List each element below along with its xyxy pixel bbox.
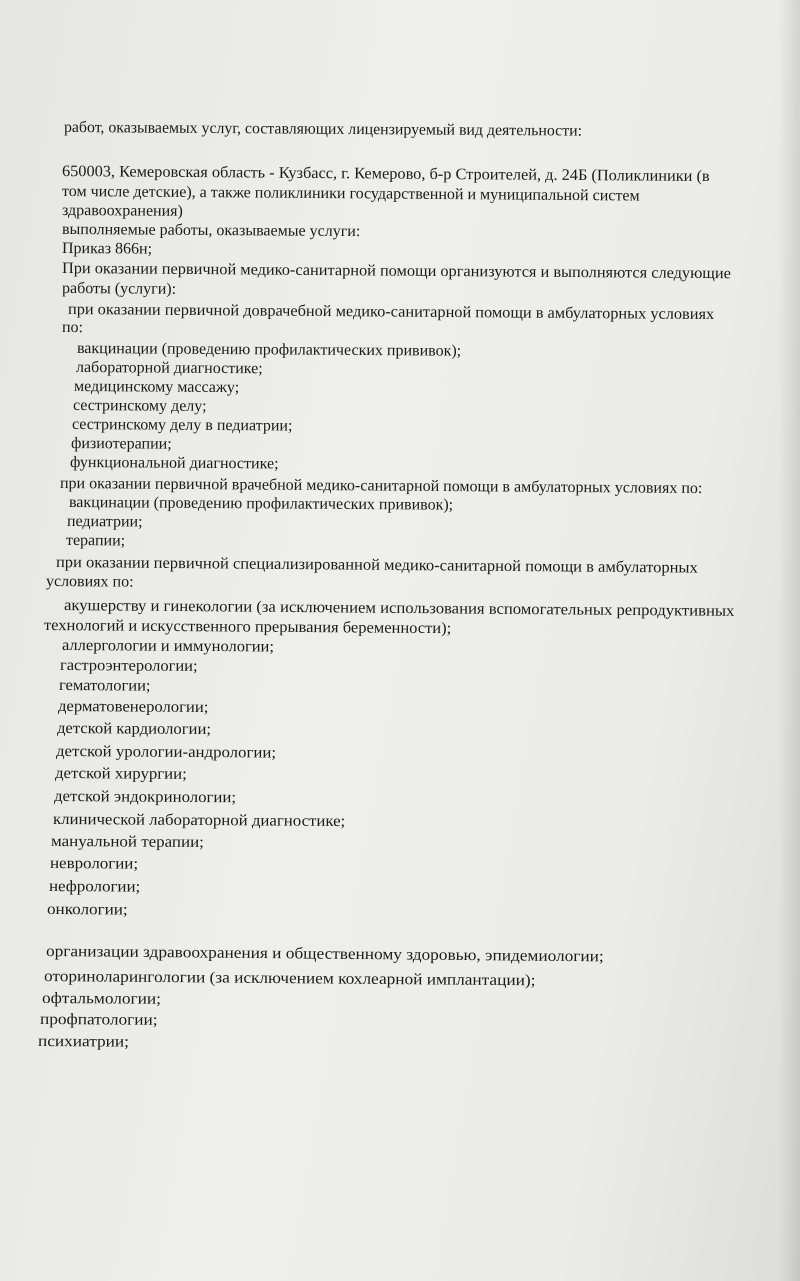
list-item: медицинскому массажу; <box>73 378 240 397</box>
pre-doctor-heading-2: по: <box>61 319 84 337</box>
list-item: вакцинации (проведению профилактических прививок); <box>68 494 454 514</box>
list-item: офтальмологии; <box>41 990 161 1008</box>
list-item: сестринскому делу в педиатрии; <box>71 416 293 435</box>
list-item: мануальной терапии; <box>50 833 204 852</box>
doctor-heading: при оказании первичной врачебной медико-санитарной помощи в амбулаторных условиях по: <box>59 475 703 498</box>
list-item: физиотерапии; <box>70 435 172 453</box>
list-item: организации здравоохранения и общественному здоровью, эпидемиологии; <box>45 943 604 966</box>
list-item: клинической лабораторной диагностике; <box>52 811 346 831</box>
list-item-continuation: технологий и искусственного прерывания беременности); <box>43 617 452 638</box>
order-number: Приказ 866н; <box>61 240 153 258</box>
list-item: детской кардиологии; <box>56 720 212 739</box>
list-item: терапии; <box>65 532 126 550</box>
list-item: гастроэнтерологии; <box>59 657 198 675</box>
list-item: функциональной диагностике; <box>69 454 279 473</box>
list-item: вакцинации (проведению профилактических прививок); <box>76 340 462 360</box>
list-item: оториноларингологии (за исключением кохлеарной имплантации); <box>43 968 536 990</box>
list-item: дерматовенерологии; <box>57 698 209 717</box>
list-item: педиатрии; <box>66 513 143 531</box>
list-item: профпатологии; <box>39 1011 158 1029</box>
list-item: сестринскому делу; <box>72 397 207 415</box>
list-item: детской эндокринологии; <box>53 788 237 807</box>
header-line: работ, оказываемых услуг, составляющих лицензируемый вид деятельности: <box>63 119 583 140</box>
works-intro: выполняемые работы, оказываемые услуги: <box>61 221 361 241</box>
pre-doctor-heading-1: при оказании первичной доврачебной медико-санитарной помощи в амбулаторных условиях <box>67 301 715 324</box>
specialized-heading-1: при оказании первичной специализированной медико-санитарной помощи в амбулаторных <box>55 554 698 577</box>
pmsp-intro-line-1: При оказании первичной медико-санитарной помощи организуются и выполняются следующие <box>61 260 731 283</box>
list-item: психиатрии; <box>37 1033 130 1051</box>
specialized-heading-2: условиях по: <box>45 573 134 591</box>
pmsp-intro-line-2: работы (услуги): <box>61 280 177 298</box>
list-item: неврологии; <box>49 855 139 873</box>
list-item: акушерству и гинекологии (за исключением использования вспомогательных репродуктивных <box>63 597 735 620</box>
address-line-1: 650003, Кемеровская область - Кузбасс, г. Кемерово, б-р Строителей, д. 24Б (Поликлиники (в <box>61 163 710 186</box>
list-item: детской урологии-андрологии; <box>55 743 277 762</box>
address-line-3: здравоохранения) <box>61 202 183 220</box>
list-item: нефрологии; <box>48 878 141 896</box>
list-item: аллергологии и иммунологии; <box>61 637 275 656</box>
address-line-2: том числе детские), а также поликлиники государственной и муниципальной систем <box>61 183 640 205</box>
list-item: онкологии; <box>46 901 128 919</box>
list-item: гематологии; <box>58 677 151 695</box>
list-item: лабораторной диагностике; <box>75 359 263 378</box>
list-item: детской хирургии; <box>54 765 187 783</box>
